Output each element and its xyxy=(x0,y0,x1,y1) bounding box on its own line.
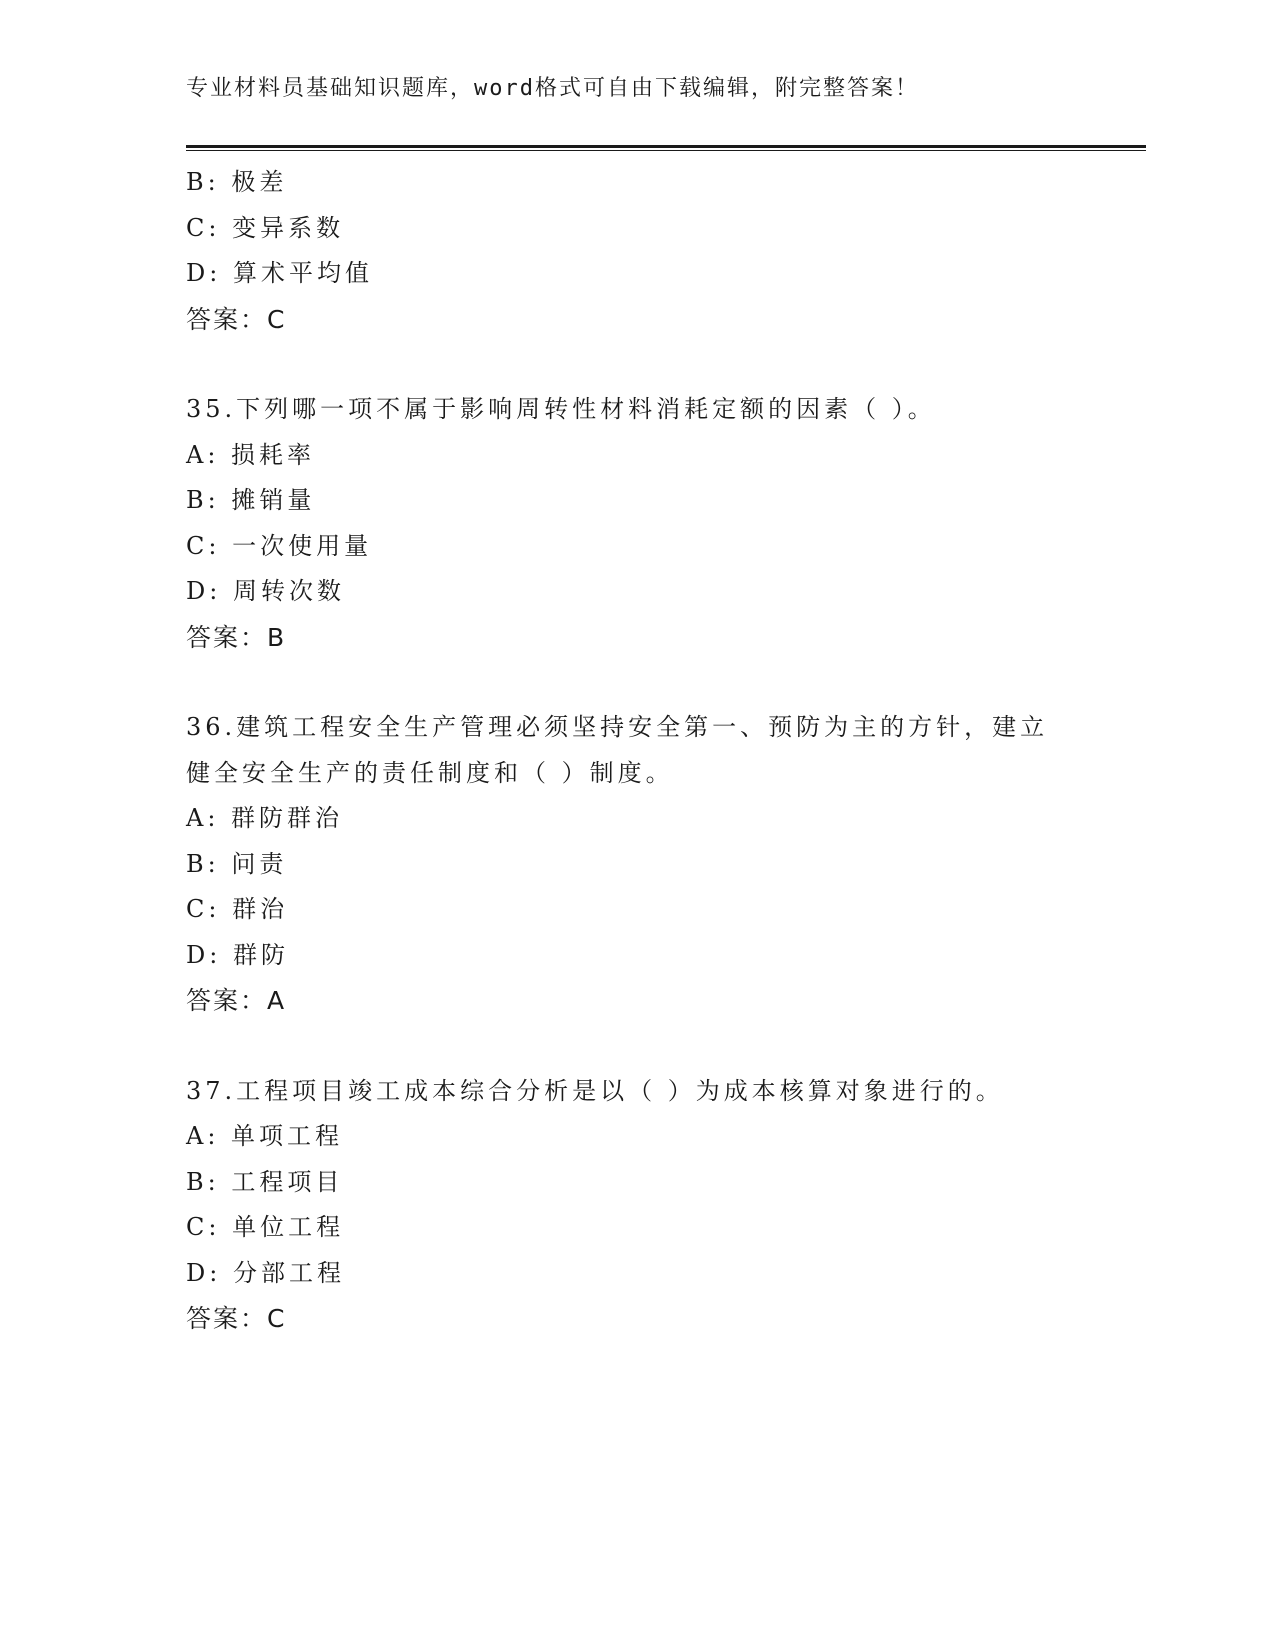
option-b: B: 工程项目 xyxy=(186,1167,344,1196)
option-b: B: 极差 xyxy=(186,168,288,196)
spacer xyxy=(186,660,1086,705)
question-36 xyxy=(186,705,1086,1024)
option-d: D: 分部工程 xyxy=(186,1258,345,1287)
option-d: D: 周转次数 xyxy=(186,577,345,605)
answer: 答案：C xyxy=(186,1304,287,1333)
question-list xyxy=(186,160,1086,1342)
spacer xyxy=(186,1024,1086,1069)
option-d: D: 群防 xyxy=(186,940,289,969)
option-b: B: 摊销量 xyxy=(186,486,316,514)
spacer xyxy=(186,342,1086,387)
header-rule-thin xyxy=(186,150,1146,151)
option-c: C: 变异系数 xyxy=(186,213,345,242)
option-a: A: 损耗率 xyxy=(186,440,316,469)
answer: 答案：A xyxy=(186,986,287,1015)
option-c: C: 单位工程 xyxy=(186,1213,345,1241)
option-c: C: 群治 xyxy=(186,895,289,923)
option-a: A: 单项工程 xyxy=(186,1122,344,1150)
answer: 答案：B xyxy=(186,622,287,652)
page-header: 专业材料员基础知识题库，word格式可自由下载编辑，附完整答案！ xyxy=(186,76,919,101)
header-rule-thick xyxy=(186,145,1146,148)
option-d: D: 算术平均值 xyxy=(186,259,373,287)
answer: 答案：C xyxy=(186,304,287,334)
question-37 xyxy=(186,1069,1086,1342)
question-stem: 35.下列哪一项不属于影响周转性材料消耗定额的因素（ ）。 xyxy=(186,395,936,423)
question-stem-continued: 健全安全生产的责任制度和（ ）制度。 xyxy=(186,758,674,787)
option-c: C: 一次使用量 xyxy=(186,531,373,560)
question-35 xyxy=(186,387,1086,660)
option-b: B: 问责 xyxy=(186,849,288,878)
question-stem: 36.建筑工程安全生产管理必须坚持安全第一、预防为主的方针，建立 xyxy=(186,713,1049,741)
option-a: A: 群防群治 xyxy=(186,804,344,832)
question-stem: 37.工程项目竣工成本综合分析是以（ ）为成本核算对象进行的。 xyxy=(186,1076,1004,1105)
continued-question xyxy=(186,160,1086,342)
